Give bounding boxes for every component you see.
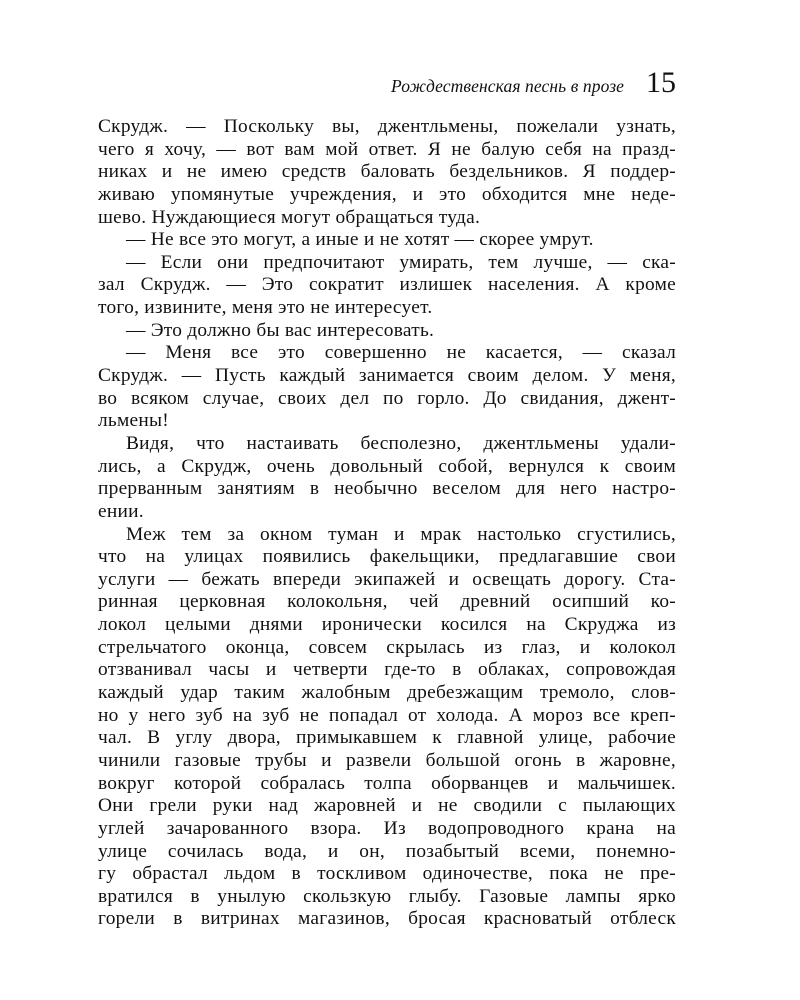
text-line: горели в витринах магазинов, бросая красноватый отблеск [98, 908, 676, 930]
text-line: того, извините, меня это не интересует. [98, 297, 433, 319]
text-line: чинили газовые трубы и развели большой огонь в жаровне, [98, 749, 676, 771]
text-line: каждый удар таким жалобным дребезжащим тремоло, слов- [98, 682, 676, 704]
running-head [98, 68, 676, 104]
text-line: льмены! [98, 410, 170, 432]
text-line: Скрудж. — Поскольку вы, джентльмены, пожелали узнать, [98, 116, 676, 137]
text-line: Меж тем за окном туман и мрак настолько сгустились, [126, 523, 676, 545]
text-line: услуги — бежать впереди экипажей и освещать дорогу. Ста- [98, 568, 676, 590]
text-line: Скрудж. — Пусть каждый занимается своим делом. У меня, [98, 365, 676, 387]
text-line: зал Скрудж. — Это сократит излишек населения. А кроме [98, 274, 676, 296]
text-line: никах и не имею средств баловать бездельников. Я поддер- [98, 161, 676, 183]
text-line: ении. [98, 500, 144, 522]
text-line: — Если они предпочитают умирать, тем лучше, — ска- [126, 251, 676, 273]
text-line: улице сочилась вода, и он, позабытый всеми, понемно- [98, 840, 676, 862]
text-line: вокруг которой собралась толпа оборванцев и мальчишек. [98, 772, 676, 794]
text-line: Видя, что настаивать бесполезно, джентльмены удали- [126, 432, 676, 454]
text-line: гу обрастал льдом в тоскливом одиночестве, пока не пре- [98, 863, 676, 885]
page-number: 15 [646, 66, 676, 99]
text-line: прерванным занятиям в необычно веселом для него настро- [98, 478, 676, 500]
text-line: лись, а Скрудж, очень довольный собой, вернулся к своим [98, 455, 676, 477]
text-line: стрельчатого оконца, совсем скрылась из глаз, и колокол [98, 636, 676, 658]
text-line: во всяком случае, своих дел по горло. До свидания, джент- [98, 387, 676, 409]
text-line: локол целыми днями иронически косился на Скруджа из [98, 614, 676, 636]
text-line: чал. В углу двора, примыкавшем к главной улице, рабочие [98, 727, 676, 749]
text-line: углей зачарованного взора. Из водопроводного крана на [98, 817, 676, 839]
text-line: ринная церковная колокольня, чей древний осипший ко- [98, 591, 676, 613]
text-line: что на улицах появились факельщики, предлагавшие свои [98, 546, 676, 568]
text-line: шево. Нуждающиеся могут обращаться туда. [98, 206, 481, 228]
text-line: Они грели руки над жаровней и не сводили с пылающих [98, 795, 676, 817]
text-line: — Меня все это совершенно не касается, — сказал [126, 342, 676, 364]
running-title: Рождественская песнь в прозе [391, 76, 624, 96]
text-line: — Не все это могут, а иные и не хотят — скорее умрут. [126, 229, 594, 251]
body-text [98, 116, 676, 931]
text-line: чего я хочу, — вот вам мой ответ. Я не балую себя на празд- [98, 138, 676, 160]
text-line: вратился в унылую скользкую глыбу. Газовые лампы ярко [98, 885, 676, 907]
text-line: но у него зуб на зуб не попадал от холода. А мороз все креп- [98, 704, 676, 726]
text-line: отзванивал часы и четверти где-то в облаках, сопровождая [98, 659, 676, 681]
text-line: живаю упомянутые учреждения, и это обходится мне недe- [98, 183, 676, 205]
text-line: — Это должно бы вас интересовать. [126, 319, 435, 341]
